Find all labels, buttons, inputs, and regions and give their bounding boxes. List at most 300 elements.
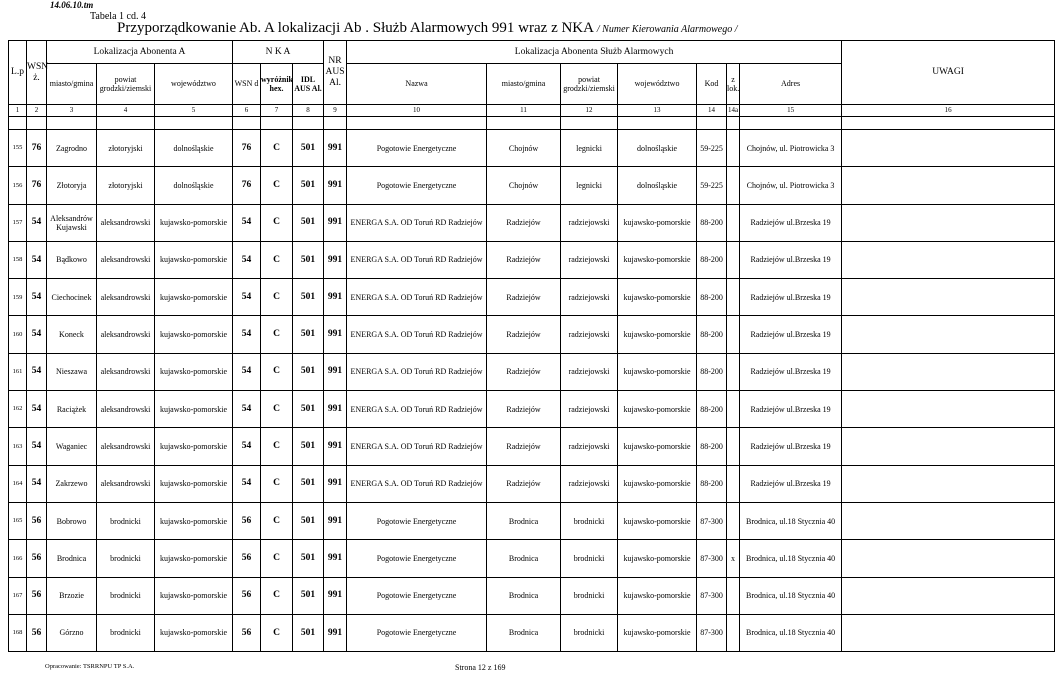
cell-wsn: 56 bbox=[233, 502, 261, 539]
cell-idl: 501 bbox=[293, 614, 324, 651]
cell-lp: 157 bbox=[9, 204, 27, 241]
cell-woj2: kujawsko-pomorskie bbox=[618, 204, 697, 241]
cell-adres: Brodnica, ul.18 Stycznia 40 bbox=[740, 502, 842, 539]
cell-miasto2: Radziejów bbox=[487, 204, 561, 241]
cell-woj2: dolnośląskie bbox=[618, 167, 697, 204]
cell-uwagi bbox=[842, 465, 1055, 502]
cell-woj2: kujawsko-pomorskie bbox=[618, 279, 697, 316]
cell-c: C bbox=[261, 577, 293, 614]
cell-nazwa: ENERGA S.A. OD Toruń RD Radziejów bbox=[347, 204, 487, 241]
cell-z bbox=[727, 391, 740, 428]
cell-lp: 168 bbox=[9, 614, 27, 651]
cell-nazwa: ENERGA S.A. OD Toruń RD Radziejów bbox=[347, 465, 487, 502]
cell-n1: 56 bbox=[27, 502, 47, 539]
cell-miasto2: Radziejów bbox=[487, 241, 561, 278]
cell-nr: 991 bbox=[324, 614, 347, 651]
cell-n1: 54 bbox=[27, 391, 47, 428]
cell-idl: 501 bbox=[293, 391, 324, 428]
cell-miasto2: Brodnica bbox=[487, 502, 561, 539]
cell-n1: 54 bbox=[27, 353, 47, 390]
cell-powiat2: brodnicki bbox=[561, 540, 618, 577]
cell-miasto: Złotoryja bbox=[47, 167, 97, 204]
col-number: 3 bbox=[47, 105, 97, 117]
cell-n1: 56 bbox=[27, 577, 47, 614]
cell-adres: Chojnów, ul. Piotrowicka 3 bbox=[740, 167, 842, 204]
document-title bbox=[117, 20, 737, 37]
cell-lp: 160 bbox=[9, 316, 27, 353]
cell-powiat2: radziejowski bbox=[561, 241, 618, 278]
title-subtitle: / Numer Kierowania Alarmowego / bbox=[596, 24, 738, 35]
col-number: 12 bbox=[561, 105, 618, 117]
cell-idl: 501 bbox=[293, 465, 324, 502]
cell-powiat: aleksandrowski bbox=[97, 391, 155, 428]
cell-woj2: kujawsko-pomorskie bbox=[618, 502, 697, 539]
cell-n1: 56 bbox=[27, 540, 47, 577]
cell-powiat: aleksandrowski bbox=[97, 204, 155, 241]
cell-lp: 166 bbox=[9, 540, 27, 577]
cell-c: C bbox=[261, 465, 293, 502]
cell-woj2: kujawsko-pomorskie bbox=[618, 241, 697, 278]
cell-nazwa: ENERGA S.A. OD Toruń RD Radziejów bbox=[347, 428, 487, 465]
cell-miasto: Brodnica bbox=[47, 540, 97, 577]
cell-woj: kujawsko-pomorskie bbox=[155, 391, 233, 428]
cell-lp: 162 bbox=[9, 391, 27, 428]
cell-miasto: Ciechocinek bbox=[47, 279, 97, 316]
col-header-adres: Adres bbox=[740, 64, 842, 105]
table-row bbox=[9, 130, 1055, 167]
cell-nr: 991 bbox=[324, 502, 347, 539]
cell-uwagi bbox=[842, 540, 1055, 577]
cell-miasto2: Chojnów bbox=[487, 130, 561, 167]
col-header-powiat: powiat grodzki/ziemski bbox=[97, 64, 155, 105]
cell-c: C bbox=[261, 167, 293, 204]
cell-nr: 991 bbox=[324, 540, 347, 577]
cell-miasto2: Chojnów bbox=[487, 167, 561, 204]
cell-uwagi bbox=[842, 204, 1055, 241]
cell-adres: Radziejów ul.Brzeska 19 bbox=[740, 204, 842, 241]
cell-uwagi bbox=[842, 241, 1055, 278]
cell-lp: 156 bbox=[9, 167, 27, 204]
spacer-cell bbox=[293, 117, 324, 130]
cell-lp: 167 bbox=[9, 577, 27, 614]
cell-z bbox=[727, 204, 740, 241]
cell-kod: 88-200 bbox=[697, 204, 727, 241]
cell-woj: kujawsko-pomorskie bbox=[155, 279, 233, 316]
col-number: 7 bbox=[261, 105, 293, 117]
cell-nr: 991 bbox=[324, 241, 347, 278]
assignment-table bbox=[8, 40, 1055, 652]
cell-uwagi bbox=[842, 279, 1055, 316]
cell-nazwa: ENERGA S.A. OD Toruń RD Radziejów bbox=[347, 353, 487, 390]
cell-wsn: 56 bbox=[233, 540, 261, 577]
cell-adres: Radziejów ul.Brzeska 19 bbox=[740, 279, 842, 316]
cell-lp: 165 bbox=[9, 502, 27, 539]
cell-idl: 501 bbox=[293, 316, 324, 353]
cell-uwagi bbox=[842, 577, 1055, 614]
col-number: 8 bbox=[293, 105, 324, 117]
cell-adres: Brodnica, ul.18 Stycznia 40 bbox=[740, 540, 842, 577]
cell-nr: 991 bbox=[324, 428, 347, 465]
cell-powiat2: radziejowski bbox=[561, 279, 618, 316]
cell-wsn: 54 bbox=[233, 428, 261, 465]
cell-woj: kujawsko-pomorskie bbox=[155, 577, 233, 614]
group-header-nka: N K A bbox=[233, 41, 324, 64]
cell-kod: 88-200 bbox=[697, 353, 727, 390]
cell-woj2: kujawsko-pomorskie bbox=[618, 316, 697, 353]
cell-adres: Brodnica, ul.18 Stycznia 40 bbox=[740, 614, 842, 651]
cell-adres: Radziejów ul.Brzeska 19 bbox=[740, 465, 842, 502]
cell-miasto: Bądkowo bbox=[47, 241, 97, 278]
cell-uwagi bbox=[842, 167, 1055, 204]
cell-woj: kujawsko-pomorskie bbox=[155, 502, 233, 539]
cell-kod: 88-200 bbox=[697, 279, 727, 316]
cell-nr: 991 bbox=[324, 316, 347, 353]
col-header-z-lok: z lok. bbox=[727, 64, 740, 105]
cell-n1: 56 bbox=[27, 614, 47, 651]
cell-z bbox=[727, 502, 740, 539]
cell-adres: Radziejów ul.Brzeska 19 bbox=[740, 391, 842, 428]
cell-powiat: brodnicki bbox=[97, 577, 155, 614]
cell-nr: 991 bbox=[324, 391, 347, 428]
cell-powiat2: brodnicki bbox=[561, 577, 618, 614]
cell-kod: 59-225 bbox=[697, 167, 727, 204]
table-row bbox=[9, 577, 1055, 614]
cell-woj: kujawsko-pomorskie bbox=[155, 540, 233, 577]
spacer-cell bbox=[233, 117, 261, 130]
footer-author: Opracowanie: TSRRNPU TP S.A. bbox=[45, 663, 135, 670]
group-header-lokalizacja-sluzb: Lokalizacja Abonenta Służb Alarmowych bbox=[347, 41, 842, 64]
cell-c: C bbox=[261, 353, 293, 390]
group-header-lokalizacja-a: Lokalizacja Abonenta A bbox=[47, 41, 233, 64]
cell-c: C bbox=[261, 428, 293, 465]
cell-kod: 59-225 bbox=[697, 130, 727, 167]
cell-n1: 54 bbox=[27, 241, 47, 278]
cell-woj2: kujawsko-pomorskie bbox=[618, 540, 697, 577]
cell-miasto2: Radziejów bbox=[487, 353, 561, 390]
cell-nazwa: ENERGA S.A. OD Toruń RD Radziejów bbox=[347, 241, 487, 278]
table-row bbox=[9, 316, 1055, 353]
cell-wsn: 54 bbox=[233, 316, 261, 353]
cell-miasto2: Brodnica bbox=[487, 577, 561, 614]
cell-c: C bbox=[261, 316, 293, 353]
cell-nr: 991 bbox=[324, 577, 347, 614]
cell-nazwa: Pogotowie Energetyczne bbox=[347, 614, 487, 651]
spacer-cell bbox=[740, 117, 842, 130]
cell-uwagi bbox=[842, 316, 1055, 353]
cell-powiat2: radziejowski bbox=[561, 428, 618, 465]
spacer-cell bbox=[697, 117, 727, 130]
cell-woj: kujawsko-pomorskie bbox=[155, 614, 233, 651]
cell-z bbox=[727, 614, 740, 651]
cell-nr: 991 bbox=[324, 130, 347, 167]
cell-c: C bbox=[261, 204, 293, 241]
col-number: 6 bbox=[233, 105, 261, 117]
cell-powiat2: brodnicki bbox=[561, 502, 618, 539]
col-number: 2 bbox=[27, 105, 47, 117]
col-header-powiat2: powiat grodzki/ziemski bbox=[561, 64, 618, 105]
cell-kod: 88-200 bbox=[697, 316, 727, 353]
cell-uwagi bbox=[842, 353, 1055, 390]
spacer-cell bbox=[97, 117, 155, 130]
cell-nazwa: Pogotowie Energetyczne bbox=[347, 167, 487, 204]
spacer-cell bbox=[324, 117, 347, 130]
cell-powiat2: radziejowski bbox=[561, 391, 618, 428]
col-number: 14 bbox=[697, 105, 727, 117]
cell-lp: 164 bbox=[9, 465, 27, 502]
cell-kod: 87-300 bbox=[697, 502, 727, 539]
cell-nr: 991 bbox=[324, 167, 347, 204]
page-number: Strona 12 z 169 bbox=[455, 663, 506, 672]
cell-powiat2: radziejowski bbox=[561, 316, 618, 353]
col-header-nr-aus: NR AUS Al. bbox=[324, 41, 347, 105]
col-number: 11 bbox=[487, 105, 561, 117]
cell-kod: 88-200 bbox=[697, 391, 727, 428]
cell-woj2: dolnośląskie bbox=[618, 130, 697, 167]
col-header-idl: IDL AUS Al. bbox=[293, 64, 324, 105]
cell-woj2: kujawsko-pomorskie bbox=[618, 391, 697, 428]
cell-n1: 54 bbox=[27, 204, 47, 241]
col-header-miasto2: miasto/gmina bbox=[487, 64, 561, 105]
table-row bbox=[9, 279, 1055, 316]
cell-miasto: Raciążek bbox=[47, 391, 97, 428]
spacer-cell bbox=[487, 117, 561, 130]
cell-woj: kujawsko-pomorskie bbox=[155, 204, 233, 241]
header-group-row bbox=[9, 41, 1055, 64]
cell-powiat: aleksandrowski bbox=[97, 428, 155, 465]
spacer-cell bbox=[618, 117, 697, 130]
cell-lp: 159 bbox=[9, 279, 27, 316]
cell-lp: 161 bbox=[9, 353, 27, 390]
cell-powiat2: radziejowski bbox=[561, 204, 618, 241]
col-header-wyroznik: wyróżnik hex. bbox=[261, 64, 293, 105]
cell-wsn: 54 bbox=[233, 465, 261, 502]
cell-idl: 501 bbox=[293, 428, 324, 465]
cell-n1: 76 bbox=[27, 167, 47, 204]
cell-z bbox=[727, 316, 740, 353]
cell-woj: kujawsko-pomorskie bbox=[155, 241, 233, 278]
spacer-cell bbox=[842, 117, 1055, 130]
table-body bbox=[9, 130, 1055, 652]
spacer-cell bbox=[155, 117, 233, 130]
table-row bbox=[9, 167, 1055, 204]
cell-kod: 87-300 bbox=[697, 540, 727, 577]
col-number: 10 bbox=[347, 105, 487, 117]
col-header-lp: L.p bbox=[9, 41, 27, 105]
col-header-uwagi: UWAGI bbox=[842, 41, 1055, 105]
cell-wsn: 54 bbox=[233, 279, 261, 316]
cell-lp: 155 bbox=[9, 130, 27, 167]
cell-miasto: Waganiec bbox=[47, 428, 97, 465]
cell-wsn: 54 bbox=[233, 353, 261, 390]
col-number: 4 bbox=[97, 105, 155, 117]
title-text: Przyporządkowanie Ab. A lokalizacji Ab . Służb Alarmowych 991 wraz z NKA bbox=[117, 20, 594, 36]
cell-uwagi bbox=[842, 391, 1055, 428]
cell-adres: Brodnica, ul.18 Stycznia 40 bbox=[740, 577, 842, 614]
cell-uwagi bbox=[842, 130, 1055, 167]
cell-miasto2: Brodnica bbox=[487, 540, 561, 577]
document-date: 14.06.10.tm bbox=[50, 0, 94, 10]
cell-wsn: 54 bbox=[233, 391, 261, 428]
cell-miasto: Koneck bbox=[47, 316, 97, 353]
cell-idl: 501 bbox=[293, 279, 324, 316]
col-number: 16 bbox=[842, 105, 1055, 117]
cell-c: C bbox=[261, 241, 293, 278]
cell-wsn: 56 bbox=[233, 614, 261, 651]
cell-idl: 501 bbox=[293, 502, 324, 539]
cell-z: x bbox=[727, 540, 740, 577]
col-number: 15 bbox=[740, 105, 842, 117]
cell-powiat: aleksandrowski bbox=[97, 316, 155, 353]
table-row bbox=[9, 353, 1055, 390]
cell-woj: kujawsko-pomorskie bbox=[155, 316, 233, 353]
cell-powiat: aleksandrowski bbox=[97, 279, 155, 316]
cell-woj: kujawsko-pomorskie bbox=[155, 428, 233, 465]
cell-miasto: Bobrowo bbox=[47, 502, 97, 539]
col-number: 1 bbox=[9, 105, 27, 117]
cell-powiat2: legnicki bbox=[561, 167, 618, 204]
cell-woj2: kujawsko-pomorskie bbox=[618, 465, 697, 502]
cell-miasto: Brzozie bbox=[47, 577, 97, 614]
cell-miasto: Aleksandrów Kujawski bbox=[47, 204, 97, 241]
cell-nazwa: Pogotowie Energetyczne bbox=[347, 130, 487, 167]
cell-miasto2: Radziejów bbox=[487, 316, 561, 353]
col-header-miasto: miasto/gmina bbox=[47, 64, 97, 105]
cell-idl: 501 bbox=[293, 167, 324, 204]
col-header-wsn-d: WSN d bbox=[233, 64, 261, 105]
cell-nr: 991 bbox=[324, 465, 347, 502]
cell-uwagi bbox=[842, 502, 1055, 539]
cell-miasto2: Brodnica bbox=[487, 614, 561, 651]
table-row bbox=[9, 614, 1055, 651]
cell-nazwa: Pogotowie Energetyczne bbox=[347, 540, 487, 577]
cell-wsn: 54 bbox=[233, 204, 261, 241]
cell-miasto: Zakrzewo bbox=[47, 465, 97, 502]
col-header-nazwa: Nazwa bbox=[347, 64, 487, 105]
cell-uwagi bbox=[842, 428, 1055, 465]
cell-uwagi bbox=[842, 614, 1055, 651]
cell-kod: 88-200 bbox=[697, 241, 727, 278]
table-row bbox=[9, 391, 1055, 428]
cell-powiat2: brodnicki bbox=[561, 614, 618, 651]
col-header-kod: Kod bbox=[697, 64, 727, 105]
cell-idl: 501 bbox=[293, 540, 324, 577]
spacer-cell bbox=[261, 117, 293, 130]
cell-powiat2: legnicki bbox=[561, 130, 618, 167]
col-number: 14a bbox=[727, 105, 740, 117]
cell-miasto2: Radziejów bbox=[487, 279, 561, 316]
table-row bbox=[9, 465, 1055, 502]
cell-lp: 158 bbox=[9, 241, 27, 278]
cell-kod: 88-200 bbox=[697, 428, 727, 465]
spacer-cell bbox=[347, 117, 487, 130]
cell-n1: 54 bbox=[27, 279, 47, 316]
cell-lp: 163 bbox=[9, 428, 27, 465]
cell-nazwa: ENERGA S.A. OD Toruń RD Radziejów bbox=[347, 279, 487, 316]
cell-z bbox=[727, 130, 740, 167]
cell-wsn: 54 bbox=[233, 241, 261, 278]
cell-z bbox=[727, 279, 740, 316]
cell-miasto: Nieszawa bbox=[47, 353, 97, 390]
spacer-cell bbox=[9, 117, 27, 130]
cell-miasto2: Radziejów bbox=[487, 465, 561, 502]
cell-miasto2: Radziejów bbox=[487, 391, 561, 428]
col-number: 13 bbox=[618, 105, 697, 117]
cell-woj2: kujawsko-pomorskie bbox=[618, 353, 697, 390]
cell-c: C bbox=[261, 540, 293, 577]
cell-n1: 54 bbox=[27, 465, 47, 502]
cell-woj2: kujawsko-pomorskie bbox=[618, 428, 697, 465]
cell-nr: 991 bbox=[324, 204, 347, 241]
cell-nazwa: ENERGA S.A. OD Toruń RD Radziejów bbox=[347, 391, 487, 428]
col-header-wojewodztwo: województwo bbox=[155, 64, 233, 105]
cell-idl: 501 bbox=[293, 204, 324, 241]
col-number: 5 bbox=[155, 105, 233, 117]
cell-c: C bbox=[261, 614, 293, 651]
cell-powiat: brodnicki bbox=[97, 502, 155, 539]
cell-nazwa: Pogotowie Energetyczne bbox=[347, 577, 487, 614]
cell-idl: 501 bbox=[293, 130, 324, 167]
cell-nr: 991 bbox=[324, 279, 347, 316]
spacer-cell bbox=[47, 117, 97, 130]
cell-n1: 76 bbox=[27, 130, 47, 167]
table-row bbox=[9, 502, 1055, 539]
cell-idl: 501 bbox=[293, 241, 324, 278]
cell-miasto: Zagrodno bbox=[47, 130, 97, 167]
table-row bbox=[9, 204, 1055, 241]
cell-powiat: aleksandrowski bbox=[97, 465, 155, 502]
cell-powiat: złotoryjski bbox=[97, 167, 155, 204]
spacer-cell bbox=[727, 117, 740, 130]
cell-kod: 87-300 bbox=[697, 577, 727, 614]
table-label: Tabela 1 cd. 4 bbox=[90, 11, 146, 22]
table-row bbox=[9, 428, 1055, 465]
cell-z bbox=[727, 167, 740, 204]
cell-c: C bbox=[261, 279, 293, 316]
cell-adres: Radziejów ul.Brzeska 19 bbox=[740, 353, 842, 390]
col-header-wsn-z: WSN ż. bbox=[27, 41, 47, 105]
cell-adres: Chojnów, ul. Piotrowicka 3 bbox=[740, 130, 842, 167]
cell-woj2: kujawsko-pomorskie bbox=[618, 577, 697, 614]
cell-c: C bbox=[261, 391, 293, 428]
table-row bbox=[9, 540, 1055, 577]
cell-wsn: 76 bbox=[233, 130, 261, 167]
cell-adres: Radziejów ul.Brzeska 19 bbox=[740, 241, 842, 278]
cell-c: C bbox=[261, 502, 293, 539]
cell-miasto: Górzno bbox=[47, 614, 97, 651]
cell-idl: 501 bbox=[293, 353, 324, 390]
cell-wsn: 76 bbox=[233, 167, 261, 204]
cell-z bbox=[727, 428, 740, 465]
cell-wsn: 56 bbox=[233, 577, 261, 614]
cell-idl: 501 bbox=[293, 577, 324, 614]
cell-adres: Radziejów ul.Brzeska 19 bbox=[740, 428, 842, 465]
table-row bbox=[9, 241, 1055, 278]
cell-woj: kujawsko-pomorskie bbox=[155, 465, 233, 502]
cell-powiat: złotoryjski bbox=[97, 130, 155, 167]
cell-powiat: aleksandrowski bbox=[97, 353, 155, 390]
cell-z bbox=[727, 465, 740, 502]
spacer-row bbox=[9, 117, 1055, 130]
cell-powiat2: radziejowski bbox=[561, 465, 618, 502]
cell-powiat: brodnicki bbox=[97, 614, 155, 651]
cell-woj: dolnośląskie bbox=[155, 130, 233, 167]
column-number-row bbox=[9, 105, 1055, 117]
cell-nazwa: Pogotowie Energetyczne bbox=[347, 502, 487, 539]
col-number: 9 bbox=[324, 105, 347, 117]
cell-powiat: brodnicki bbox=[97, 540, 155, 577]
cell-z bbox=[727, 241, 740, 278]
cell-miasto2: Radziejów bbox=[487, 428, 561, 465]
